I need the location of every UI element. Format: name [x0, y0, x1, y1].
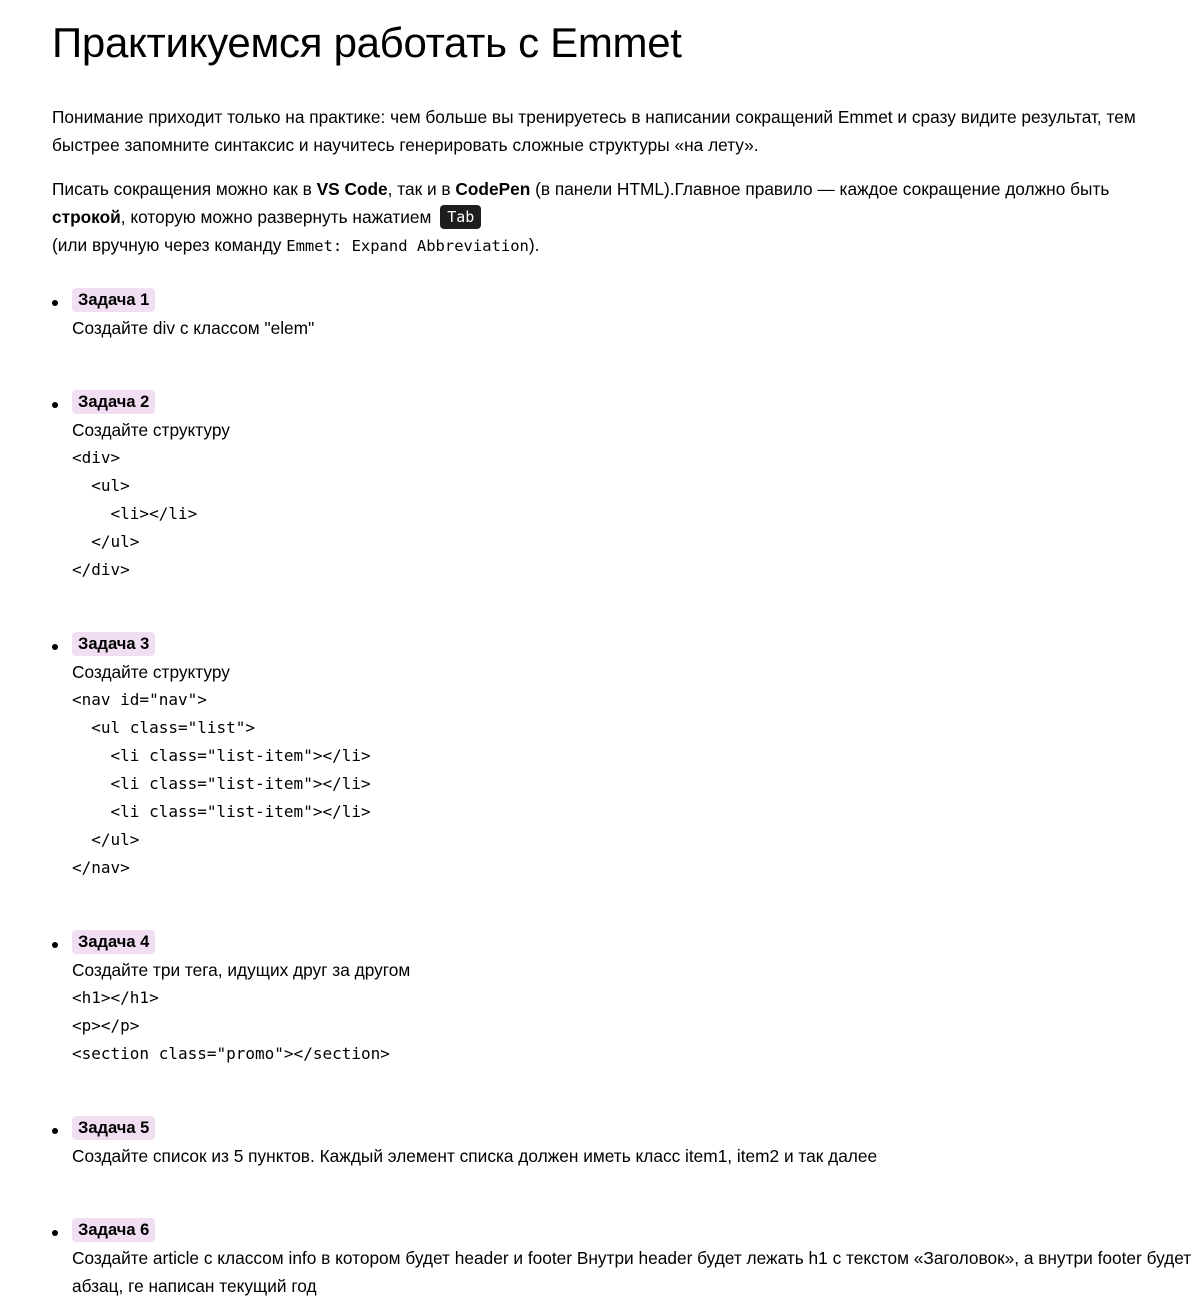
vscode-bold: VS Code: [316, 179, 388, 199]
text-fragment: , так и в: [387, 179, 456, 199]
code-line: <li></li>: [72, 504, 198, 523]
text-fragment: (в панели HTML).Главное правило — каждое сокращение должно быть: [530, 179, 1110, 199]
task-badge: Задача 1: [72, 288, 155, 312]
code-line: <ul>: [72, 476, 130, 495]
task-badge: Задача 6: [72, 1218, 155, 1242]
task-description: Создайте структуру: [72, 420, 230, 440]
task-description: Создайте список из 5 пунктов. Каждый элемент списка должен иметь класс item1, item2 и так далее: [72, 1146, 878, 1166]
code-line: <li class="list-item"></li>: [72, 774, 371, 793]
task-item: [52, 390, 1199, 584]
task-description: Создайте article с классом info в котором будет header и footer Внутри header будет лежать h1 с текстом «Заголовок», а внутри footer будет абзац, ге написан текущий год: [72, 1248, 1192, 1296]
task-badge: Задача 5: [72, 1116, 155, 1140]
string-bold: строкой: [52, 207, 121, 227]
task-item: [52, 1116, 1199, 1170]
task-badge: Задача 2: [72, 390, 155, 414]
page-title: Практикуемся работать с Emmet: [52, 19, 682, 66]
code-line: <h1></h1>: [72, 988, 159, 1007]
code-line: </div>: [72, 560, 130, 579]
text-fragment: ).: [528, 235, 540, 255]
task-list: [52, 288, 1199, 1300]
code-line: <ul class="list">: [72, 718, 256, 737]
task-description: Создайте div с классом "elem": [72, 318, 315, 338]
code-line: <p></p>: [72, 1016, 140, 1035]
code-line: </ul>: [72, 532, 140, 551]
task-badge: Задача 3: [72, 632, 155, 656]
code-line: <section class="promo"></section>: [72, 1044, 390, 1063]
code-line: <li class="list-item"></li>: [72, 746, 371, 765]
task-badge: Задача 4: [72, 930, 155, 954]
codepen-bold: CodePen: [455, 179, 531, 199]
code-line: <div>: [72, 448, 121, 467]
text-fragment: Писать сокращения можно как в: [52, 179, 317, 199]
task-item: [52, 1218, 1199, 1300]
instructions-paragraph: [52, 175, 1152, 260]
task-item: [52, 632, 1199, 882]
code-line: <li class="list-item"></li>: [72, 802, 371, 821]
task-item: [52, 288, 1199, 342]
code-line: </nav>: [72, 858, 130, 877]
code-line: <nav id="nav">: [72, 690, 207, 709]
text-fragment: , которую можно развернуть нажатием: [120, 207, 437, 227]
command-code: Emmet: Expand Abbreviation: [286, 237, 529, 255]
intro-paragraph: Понимание приходит только на практике: чем больше вы тренируетесь в написании сокращений Emmet и сразу видите результат, тем быстрее запомните синтаксис и научитесь генерировать сложные структуры «на лету».: [52, 107, 1136, 155]
text-fragment: (или вручную через команду: [52, 235, 287, 255]
code-line: </ul>: [72, 830, 140, 849]
task-item: [52, 930, 1199, 1068]
task-description: Создайте три тега, идущих друг за другом: [72, 960, 411, 980]
task-description: Создайте структуру: [72, 662, 230, 682]
tab-key-badge: Tab: [440, 205, 481, 229]
